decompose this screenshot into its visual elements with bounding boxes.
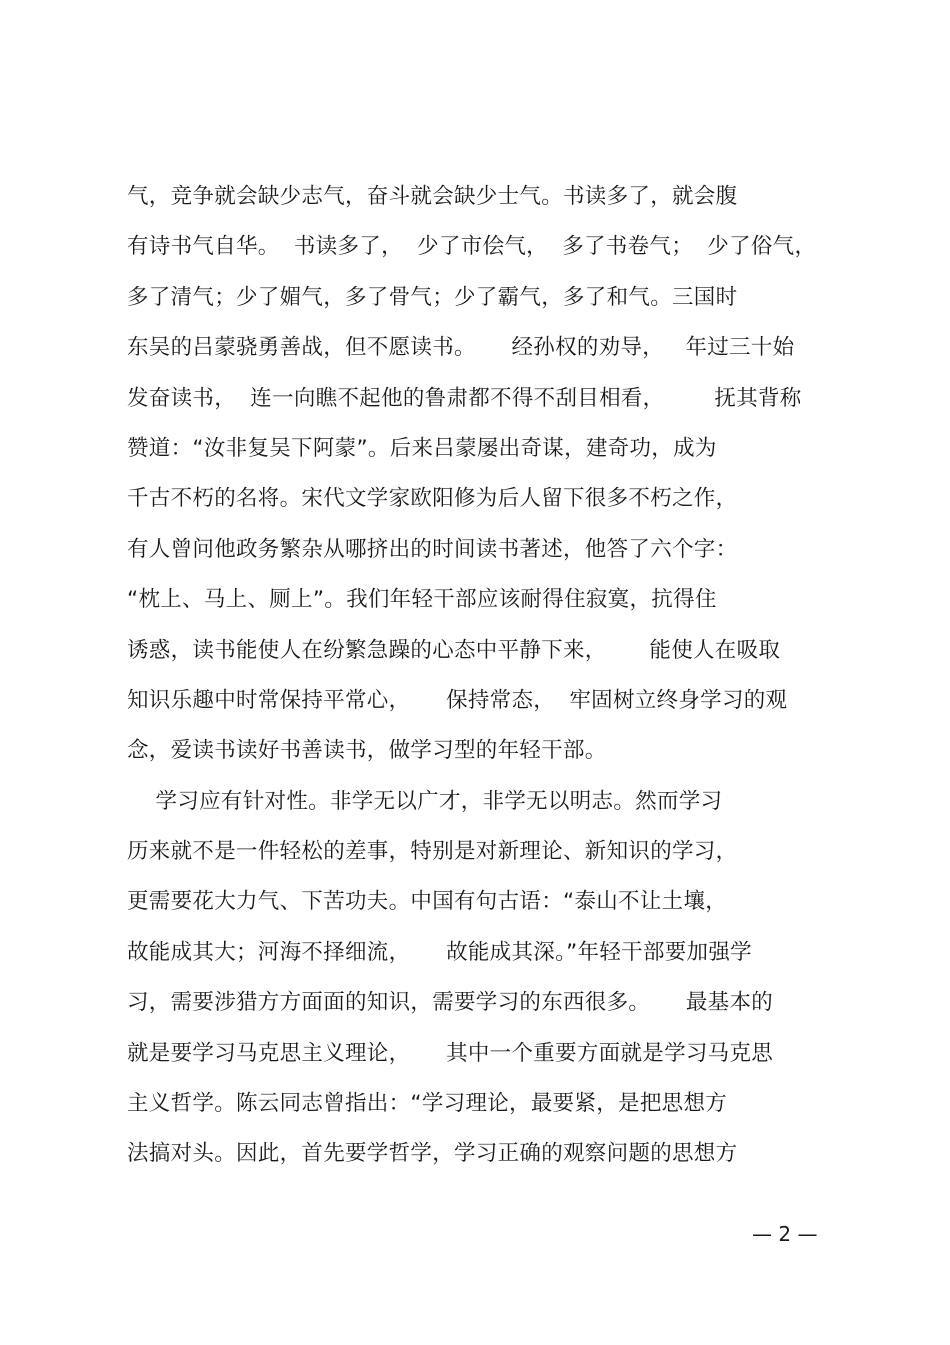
text-line: 故能成其大；河海不择细流， 故能成其深。”年轻干部要加强学 (127, 939, 752, 965)
text-line: 多了清气；少了媚气，多了骨气；少了霸气，多了和气。三国时 (127, 284, 738, 310)
text-line: 千古不朽的名将。宋代文学家欧阳修为后人留下很多不朽之作， (127, 486, 738, 512)
text-line: 更需要花大力气、下苦功夫。中国有句古语：“泰山不让土壤， (127, 889, 728, 915)
text-line: 赞道：“汝非复吴下阿蒙”。后来吕蒙屡出奇谋，建奇功，成为 (127, 435, 717, 461)
text-line: 学习应有针对性。非学无以广才，非学无以明志。然而学习 (127, 788, 723, 814)
text-line: 念，爱读书读好书善读书，做学习型的年轻干部。 (127, 738, 607, 764)
text-line: 主义哲学。陈云同志曾指出：“学习理论，最要紧，是把思想方 (127, 1091, 728, 1117)
text-line: 知识乐趣中时常保持平常心， 保持常态， 牢固树立终身学习的观 (127, 687, 788, 713)
text-line: 气，竞争就会缺少志气，奋斗就会缺少士气。书读多了，就会腹 (127, 184, 738, 209)
text-line: 习，需要涉猎方方面面的知识，需要学习的东西很多。 最基本的 (127, 990, 774, 1016)
text-line: “枕上、马上、厕上”。我们年轻干部应该耐得住寂寞，抗得住 (127, 587, 717, 613)
text-line: 有诗书气自华。 书读多了， 少了市侩气， 多了书卷气； 少了俗气， (127, 234, 817, 260)
text-line: 发奋读书， 连一向瞧不起他的鲁肃都不得不刮目相看， 抚其背称 (127, 385, 802, 411)
text-line: 就是要学习马克思主义理论， 其中一个重要方面就是学习马克思 (127, 1040, 774, 1066)
page-number: — 2 — (752, 1222, 818, 1246)
text-line: 历来就不是一件轻松的差事，特别是对新理论、新知识的学习， (127, 839, 738, 865)
text-line: 法搞对头。因此，首先要学哲学，学习正确的观察问题的思想方 (127, 1141, 738, 1167)
text-line: 有人曾问他政务繁杂从哪挤出的时间读书著述，他答了六个字： (127, 536, 738, 562)
text-line: 东吴的吕蒙骁勇善战，但不愿读书。 经孙权的劝导， 年过三十始 (127, 335, 795, 361)
text-line: 诱惑，读书能使人在纷繁急躁的心态中平静下来， 能使人在吸取 (127, 637, 781, 663)
body-text (127, 172, 827, 1180)
